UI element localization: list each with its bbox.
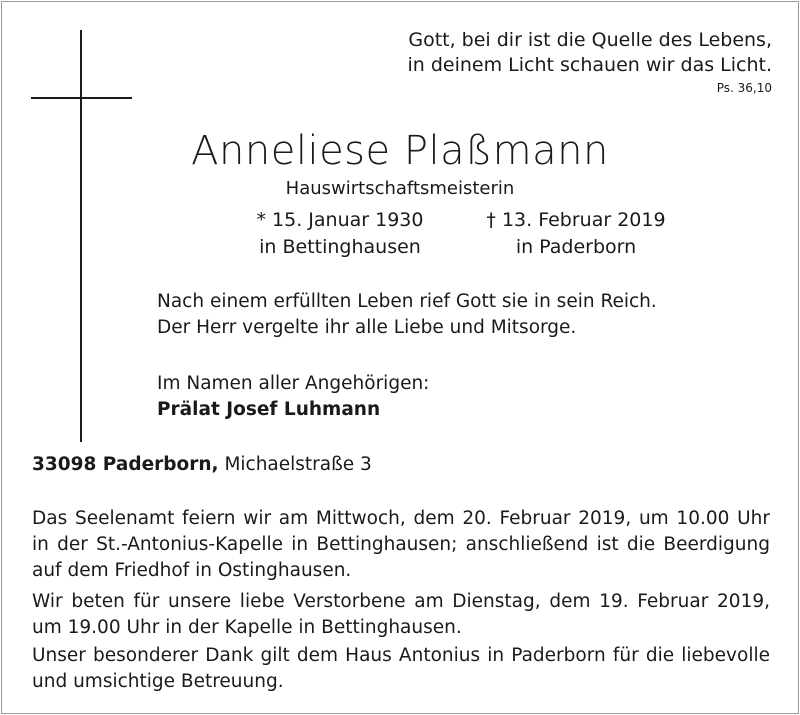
death-date: † 13. Februar 2019 xyxy=(486,209,666,231)
death-info xyxy=(466,207,686,261)
address-street: Michaelstraße 3 xyxy=(224,454,372,475)
message-line-1: Nach einem erfüllten Leben rief Gott sie in sein Reich. xyxy=(157,291,657,312)
paragraph-prayer: Wir beten für unsere liebe Verstorbene am Dienstag, dem 19. Februar 2019, um 19.00 Uhr in der Kapelle in Bettinghausen. xyxy=(32,591,770,638)
address xyxy=(32,454,372,475)
quote-line-2: in deinem Licht schauen wir das Licht. xyxy=(407,54,772,76)
quote-reference: Ps. 36,10 xyxy=(716,81,772,95)
bible-quote xyxy=(407,28,772,78)
paragraph-thanks: Unser besonderer Dank gilt dem Haus Antonius in Paderborn für die liebevolle und umsichtige Betreuung. xyxy=(32,645,770,692)
birth-date: * 15. Januar 1930 xyxy=(256,209,424,231)
message-line-2: Der Herr vergelte ihr alle Liebe und Mitsorge. xyxy=(157,317,577,338)
signature-intro: Im Namen aller Angehörigen: xyxy=(157,373,430,394)
quote-line-1: Gott, bei dir ist die Quelle des Lebens, xyxy=(408,29,772,51)
signature-block xyxy=(157,371,429,423)
death-place: in Paderborn xyxy=(515,236,637,258)
deceased-occupation: Hauswirtschaftsmeisterin xyxy=(285,178,515,199)
birth-place: in Bettinghausen xyxy=(259,236,421,258)
cross-horizontal-bar xyxy=(31,97,132,99)
deceased-name: Anneliese Plaßmann xyxy=(191,128,609,174)
paragraph-requiem: Das Seelenamt feiern wir am Mittwoch, dem 20. Februar 2019, um 10.00 Uhr in der St.-Antonius-Kapelle in Bettinghausen; anschließend ist die Beerdigung auf dem Friedhof in Ostinghausen. xyxy=(32,508,770,581)
birth-info xyxy=(230,207,450,261)
address-city: 33098 Paderborn, xyxy=(32,454,219,475)
memorial-message xyxy=(157,289,657,341)
signature-name: Prälat Josef Luhmann xyxy=(157,399,381,420)
cross-vertical-bar xyxy=(80,30,82,442)
